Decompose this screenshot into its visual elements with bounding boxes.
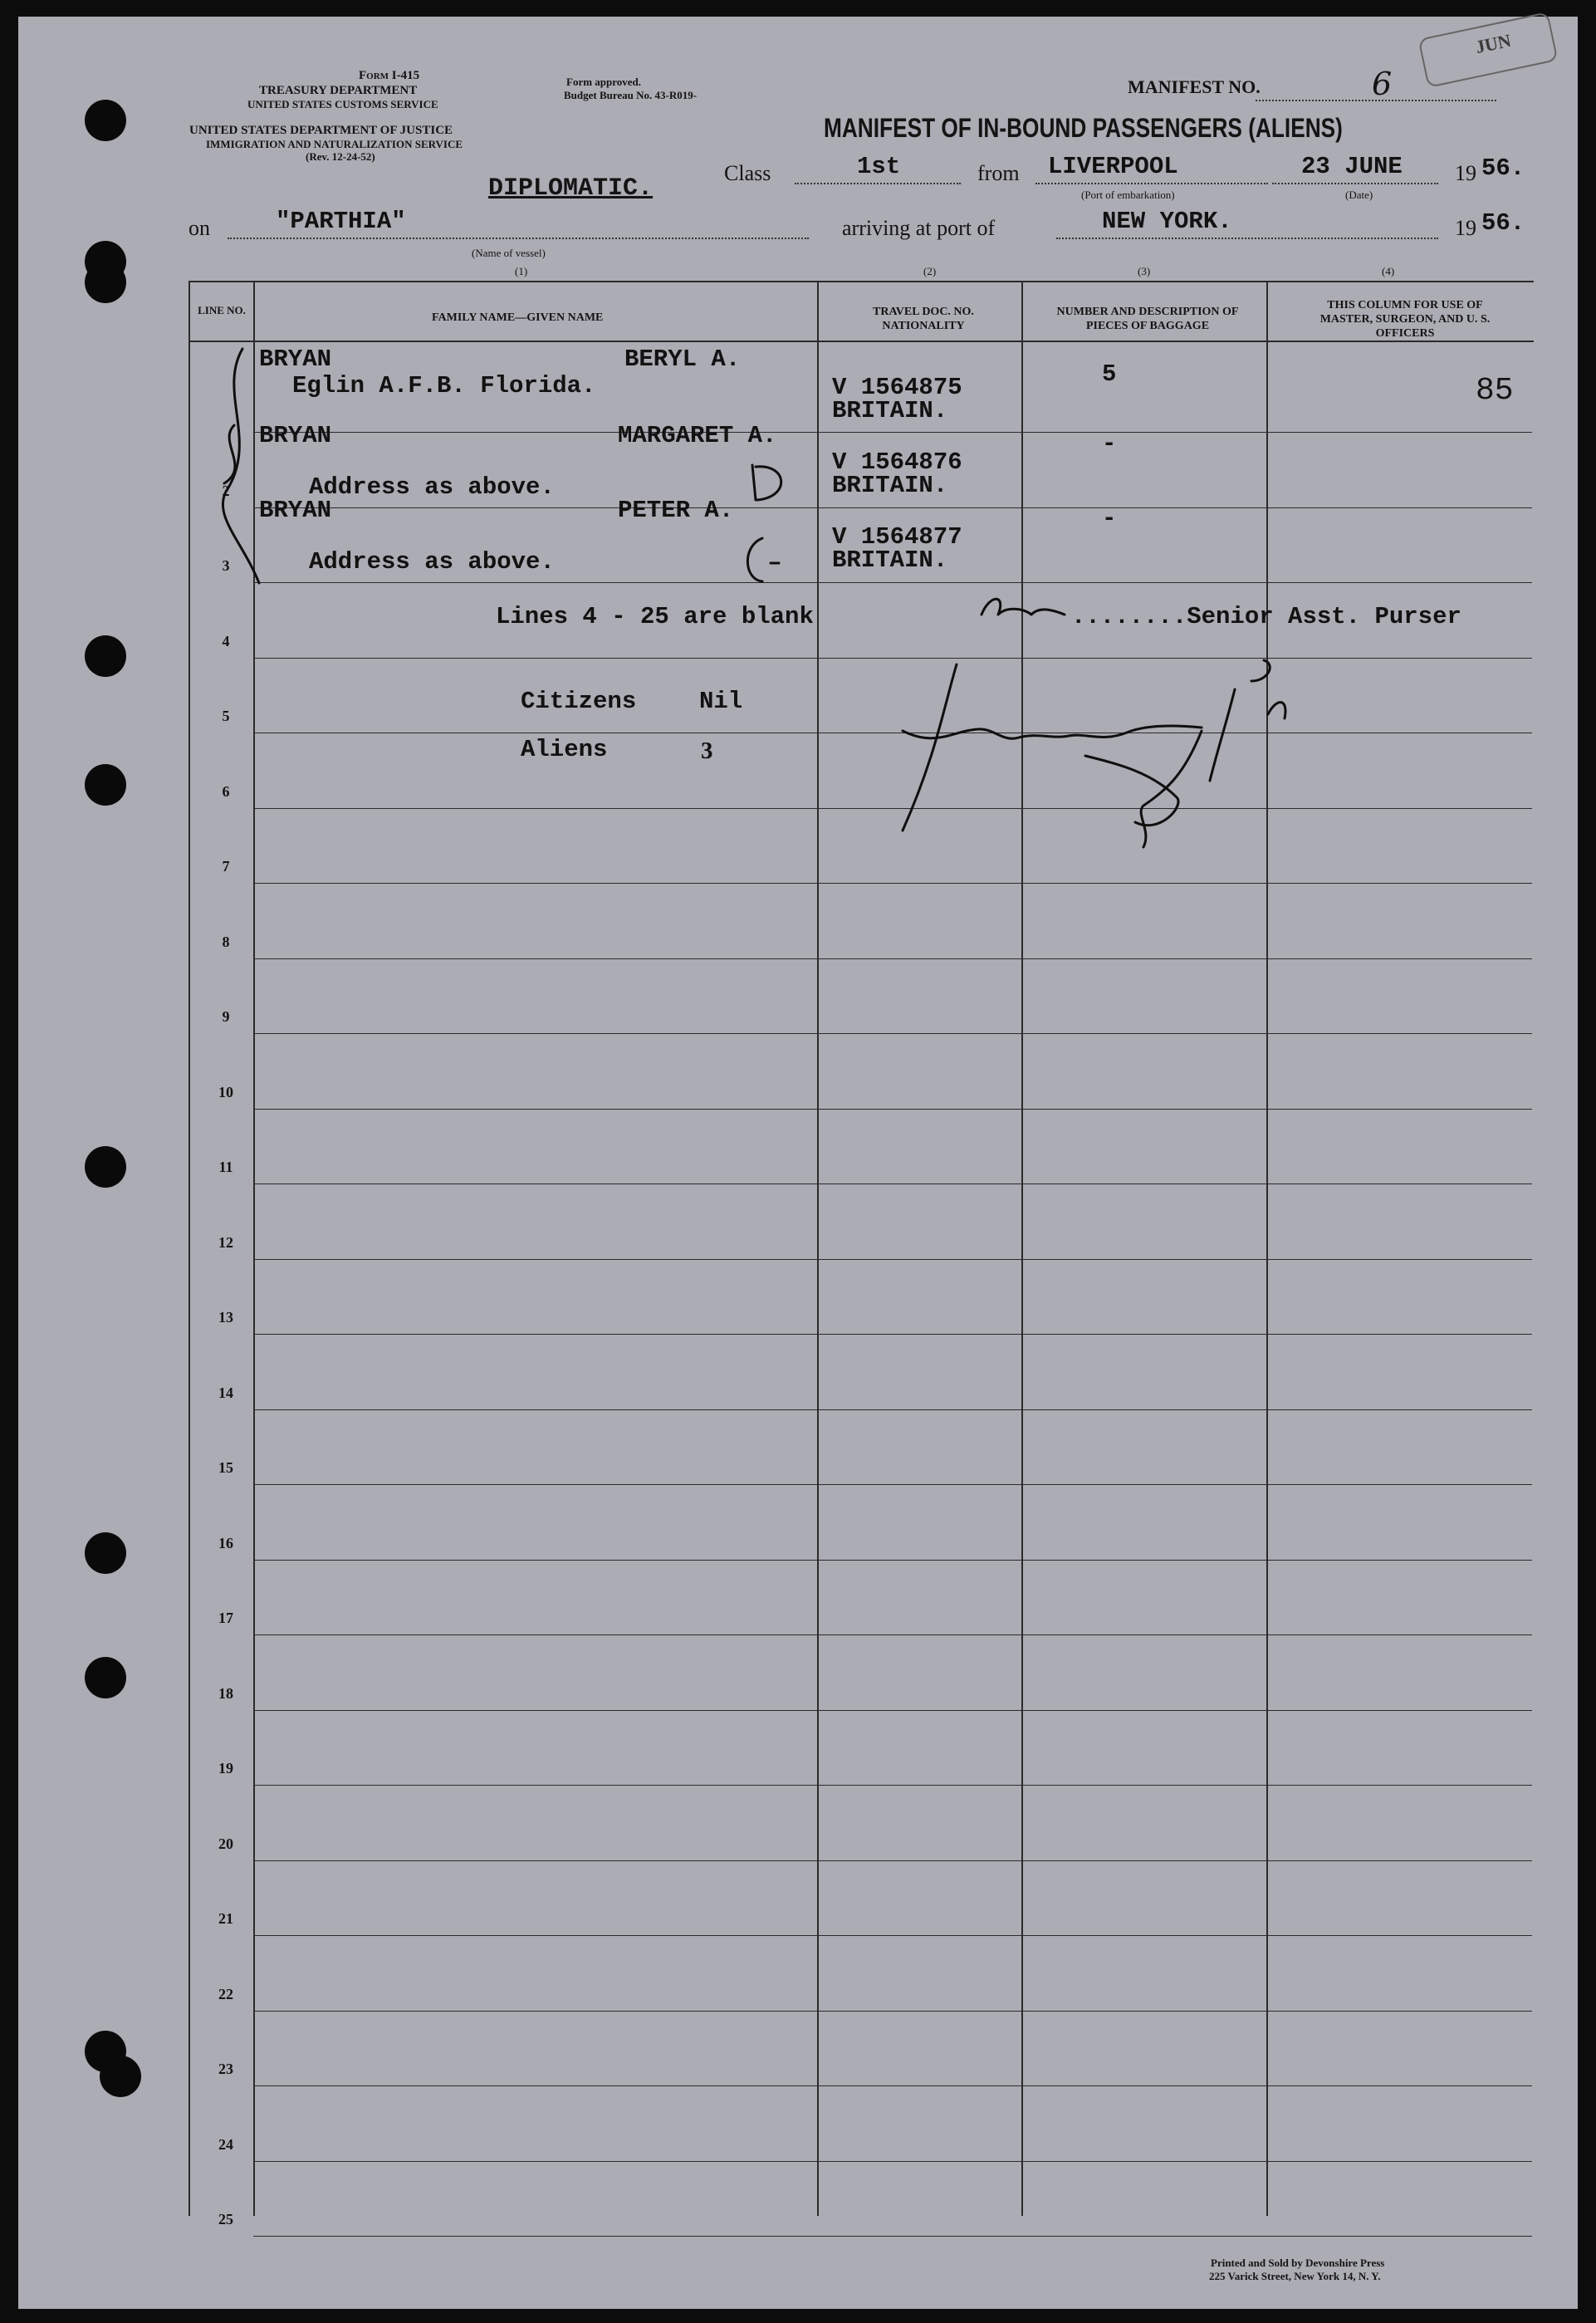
class-label: Class bbox=[724, 161, 771, 185]
passenger-nationality: BRITAIN. bbox=[832, 472, 948, 499]
citizens-label: Citizens bbox=[521, 688, 637, 715]
line-number: 23 bbox=[218, 2061, 233, 2077]
justice-label: UNITED STATES DEPARTMENT OF JUSTICE bbox=[189, 124, 453, 137]
row-rule bbox=[253, 2011, 1532, 2012]
row-rule bbox=[253, 507, 1532, 508]
punch-hole bbox=[85, 1146, 126, 1188]
table-left-rule bbox=[188, 281, 190, 2216]
arrival-year-value: 56. bbox=[1481, 209, 1525, 237]
arrival-year-prefix: 19 bbox=[1455, 216, 1476, 240]
header-line-no-text: LINE NO. bbox=[198, 304, 246, 316]
citizens-value: Nil bbox=[699, 688, 743, 715]
manifest-no-value: 6 bbox=[1372, 66, 1393, 102]
date-underline bbox=[1272, 183, 1438, 184]
line-number: 18 bbox=[218, 1684, 233, 1702]
date-caption: (Date) bbox=[1345, 189, 1373, 201]
line-number: 21 bbox=[218, 1910, 233, 1927]
purser-title: ........Senior Asst. Purser bbox=[1071, 603, 1461, 630]
vessel-caption: (Name of vessel) bbox=[472, 247, 546, 259]
line-number: 13 bbox=[218, 1309, 233, 1326]
col-number-4: (4) bbox=[1382, 265, 1395, 277]
line-number: 8 bbox=[222, 933, 230, 950]
passenger-address: Address as above. bbox=[309, 473, 555, 501]
line-number: 7 bbox=[222, 858, 230, 875]
row-rule bbox=[253, 1259, 1532, 1260]
passenger-nationality: BRITAIN. bbox=[832, 397, 948, 424]
row-rule bbox=[253, 2236, 1532, 2237]
row-rule bbox=[253, 1710, 1532, 1711]
from-value: LIVERPOOL bbox=[1048, 153, 1178, 180]
row-rule bbox=[253, 582, 1532, 583]
arriving-label: arriving at port of bbox=[842, 216, 996, 240]
corner-stamp: JUN bbox=[1473, 29, 1513, 58]
printer-line: Printed and Sold by Devonshire Press bbox=[1211, 2257, 1385, 2269]
row-rule bbox=[253, 1484, 1532, 1485]
line-number: 6 bbox=[222, 782, 230, 800]
name-col-rule bbox=[817, 281, 819, 2216]
year-value: 56. bbox=[1481, 154, 1525, 182]
officer-signature bbox=[886, 656, 1384, 872]
table-top-rule bbox=[188, 281, 1534, 282]
arrival-port: NEW YORK. bbox=[1102, 208, 1232, 235]
row-rule bbox=[253, 1334, 1532, 1335]
row-rule bbox=[253, 1860, 1532, 1861]
initial-p-mark bbox=[737, 530, 787, 588]
line-number: 16 bbox=[218, 1534, 233, 1551]
row-rule bbox=[253, 1109, 1532, 1110]
passenger-given-name: PETER A. bbox=[618, 497, 734, 524]
line-number: 12 bbox=[218, 1233, 233, 1251]
budget-bureau: Budget Bureau No. 43-R019- bbox=[564, 89, 698, 101]
passenger-address: Eglin A.F.B. Florida. bbox=[292, 372, 596, 399]
passenger-doc-no: V 1564876 bbox=[832, 448, 962, 476]
diplomatic-label: DIPLOMATIC. bbox=[488, 174, 654, 203]
passenger-address: Address as above. bbox=[309, 548, 555, 576]
col-number-1: (1) bbox=[515, 265, 528, 277]
row-rule bbox=[253, 1033, 1532, 1034]
header-baggage: NUMBER AND DESCRIPTION OF PIECES OF BAGGAGE bbox=[1056, 306, 1239, 332]
punch-hole bbox=[85, 262, 126, 303]
blank-lines-note: Lines 4 - 25 are blank bbox=[496, 603, 814, 630]
line-number: 9 bbox=[222, 1008, 230, 1025]
punch-hole bbox=[85, 635, 126, 677]
line-number: 22 bbox=[218, 1985, 233, 2002]
row-rule bbox=[253, 2085, 1532, 2086]
passenger-baggage: - bbox=[1102, 430, 1117, 458]
line-number: 15 bbox=[218, 1459, 233, 1476]
port-underline bbox=[1056, 238, 1438, 239]
header-line-no bbox=[197, 304, 247, 317]
aliens-value: 3 bbox=[701, 738, 713, 764]
form-id: Form I-415 bbox=[359, 69, 420, 82]
passenger-officer-note: 85 bbox=[1476, 373, 1514, 409]
from-label: from bbox=[977, 161, 1020, 185]
row-rule bbox=[253, 432, 1532, 433]
port-embarkation-caption: (Port of embarkation) bbox=[1081, 189, 1175, 201]
immigration-label: IMMIGRATION AND NATURALIZATION SERVICE bbox=[206, 138, 463, 150]
passenger-family-name: BRYAN bbox=[259, 497, 332, 524]
from-underline bbox=[1035, 183, 1268, 184]
row-rule bbox=[253, 883, 1532, 884]
manifest-document bbox=[18, 17, 1578, 2309]
passenger-given-name: BERYL A. bbox=[624, 346, 741, 373]
class-underline bbox=[795, 183, 961, 184]
line-number: 10 bbox=[218, 1083, 233, 1100]
col-number-3: (3) bbox=[1138, 265, 1151, 277]
line-number: 19 bbox=[218, 1760, 233, 1777]
header-travel-doc: TRAVEL DOC. NO. NATIONALITY bbox=[873, 306, 974, 332]
line-number: 3 bbox=[222, 557, 230, 574]
manifest-no-label: MANIFEST NO. bbox=[1128, 76, 1261, 97]
passenger-family-name: BRYAN bbox=[259, 346, 332, 373]
page-title: MANIFEST OF IN-BOUND PASSENGERS (ALIENS) bbox=[824, 113, 1343, 143]
passenger-baggage: - bbox=[1102, 505, 1117, 532]
row-rule bbox=[253, 1560, 1532, 1561]
passenger-baggage: 5 bbox=[1102, 360, 1117, 388]
doc-col-rule bbox=[1021, 281, 1023, 2216]
passenger-doc-no: V 1564875 bbox=[832, 374, 962, 401]
punch-hole bbox=[85, 764, 126, 806]
passenger-family-name: BRYAN bbox=[259, 422, 332, 449]
year-prefix: 19 bbox=[1455, 161, 1476, 185]
corner-stamp-frame bbox=[1418, 12, 1559, 88]
line-number: 11 bbox=[218, 1159, 233, 1175]
customs-label: UNITED STATES CUSTOMS SERVICE bbox=[247, 98, 438, 110]
row-rule bbox=[253, 1409, 1532, 1410]
line-number: 14 bbox=[218, 1384, 233, 1401]
row-rule bbox=[253, 1935, 1532, 1936]
row-rule bbox=[253, 958, 1532, 959]
baggage-col-rule bbox=[1266, 281, 1268, 2216]
line-number: 5 bbox=[222, 708, 230, 724]
row-rule bbox=[253, 1785, 1532, 1786]
punch-hole bbox=[100, 2056, 141, 2097]
vessel-name: "PARTHIA" bbox=[276, 208, 406, 235]
passenger-given-name: MARGARET A. bbox=[618, 422, 777, 449]
line-number: 17 bbox=[218, 1610, 233, 1626]
line-number: 24 bbox=[218, 2135, 233, 2153]
class-value: 1st bbox=[857, 153, 901, 180]
header-officers: THIS COLUMN FOR USE OF MASTER, SURGEON, AND U. S. OFFICERS bbox=[1319, 299, 1491, 340]
punch-hole bbox=[85, 1657, 126, 1698]
punch-hole bbox=[85, 100, 126, 141]
row-rule bbox=[253, 1634, 1532, 1635]
header-name: FAMILY NAME—GIVEN NAME bbox=[432, 311, 604, 324]
printer-address: 225 Varick Street, New York 14, N. Y. bbox=[1209, 2270, 1381, 2282]
line-number: 25 bbox=[218, 2211, 233, 2227]
line-number: 20 bbox=[218, 1835, 233, 1852]
purser-signature bbox=[973, 590, 1081, 631]
punch-hole bbox=[85, 1532, 126, 1574]
passenger-nationality: BRITAIN. bbox=[832, 546, 948, 574]
on-label: on bbox=[188, 216, 210, 240]
bracket-mark bbox=[209, 342, 276, 591]
treasury-label: TREASURY DEPARTMENT bbox=[259, 84, 418, 97]
revision-label: (Rev. 12-24-52) bbox=[306, 150, 375, 163]
line-number: 2 bbox=[222, 482, 230, 499]
passenger-doc-no: V 1564877 bbox=[832, 523, 962, 551]
date-value: 23 JUNE bbox=[1301, 153, 1403, 180]
col-number-2: (2) bbox=[923, 265, 937, 277]
line-number: 4 bbox=[222, 632, 230, 649]
form-approved: Form approved. bbox=[566, 76, 642, 88]
vessel-underline bbox=[228, 238, 809, 239]
row-rule bbox=[253, 2161, 1532, 2162]
initial-d-mark bbox=[746, 457, 796, 507]
aliens-label: Aliens bbox=[521, 736, 608, 763]
